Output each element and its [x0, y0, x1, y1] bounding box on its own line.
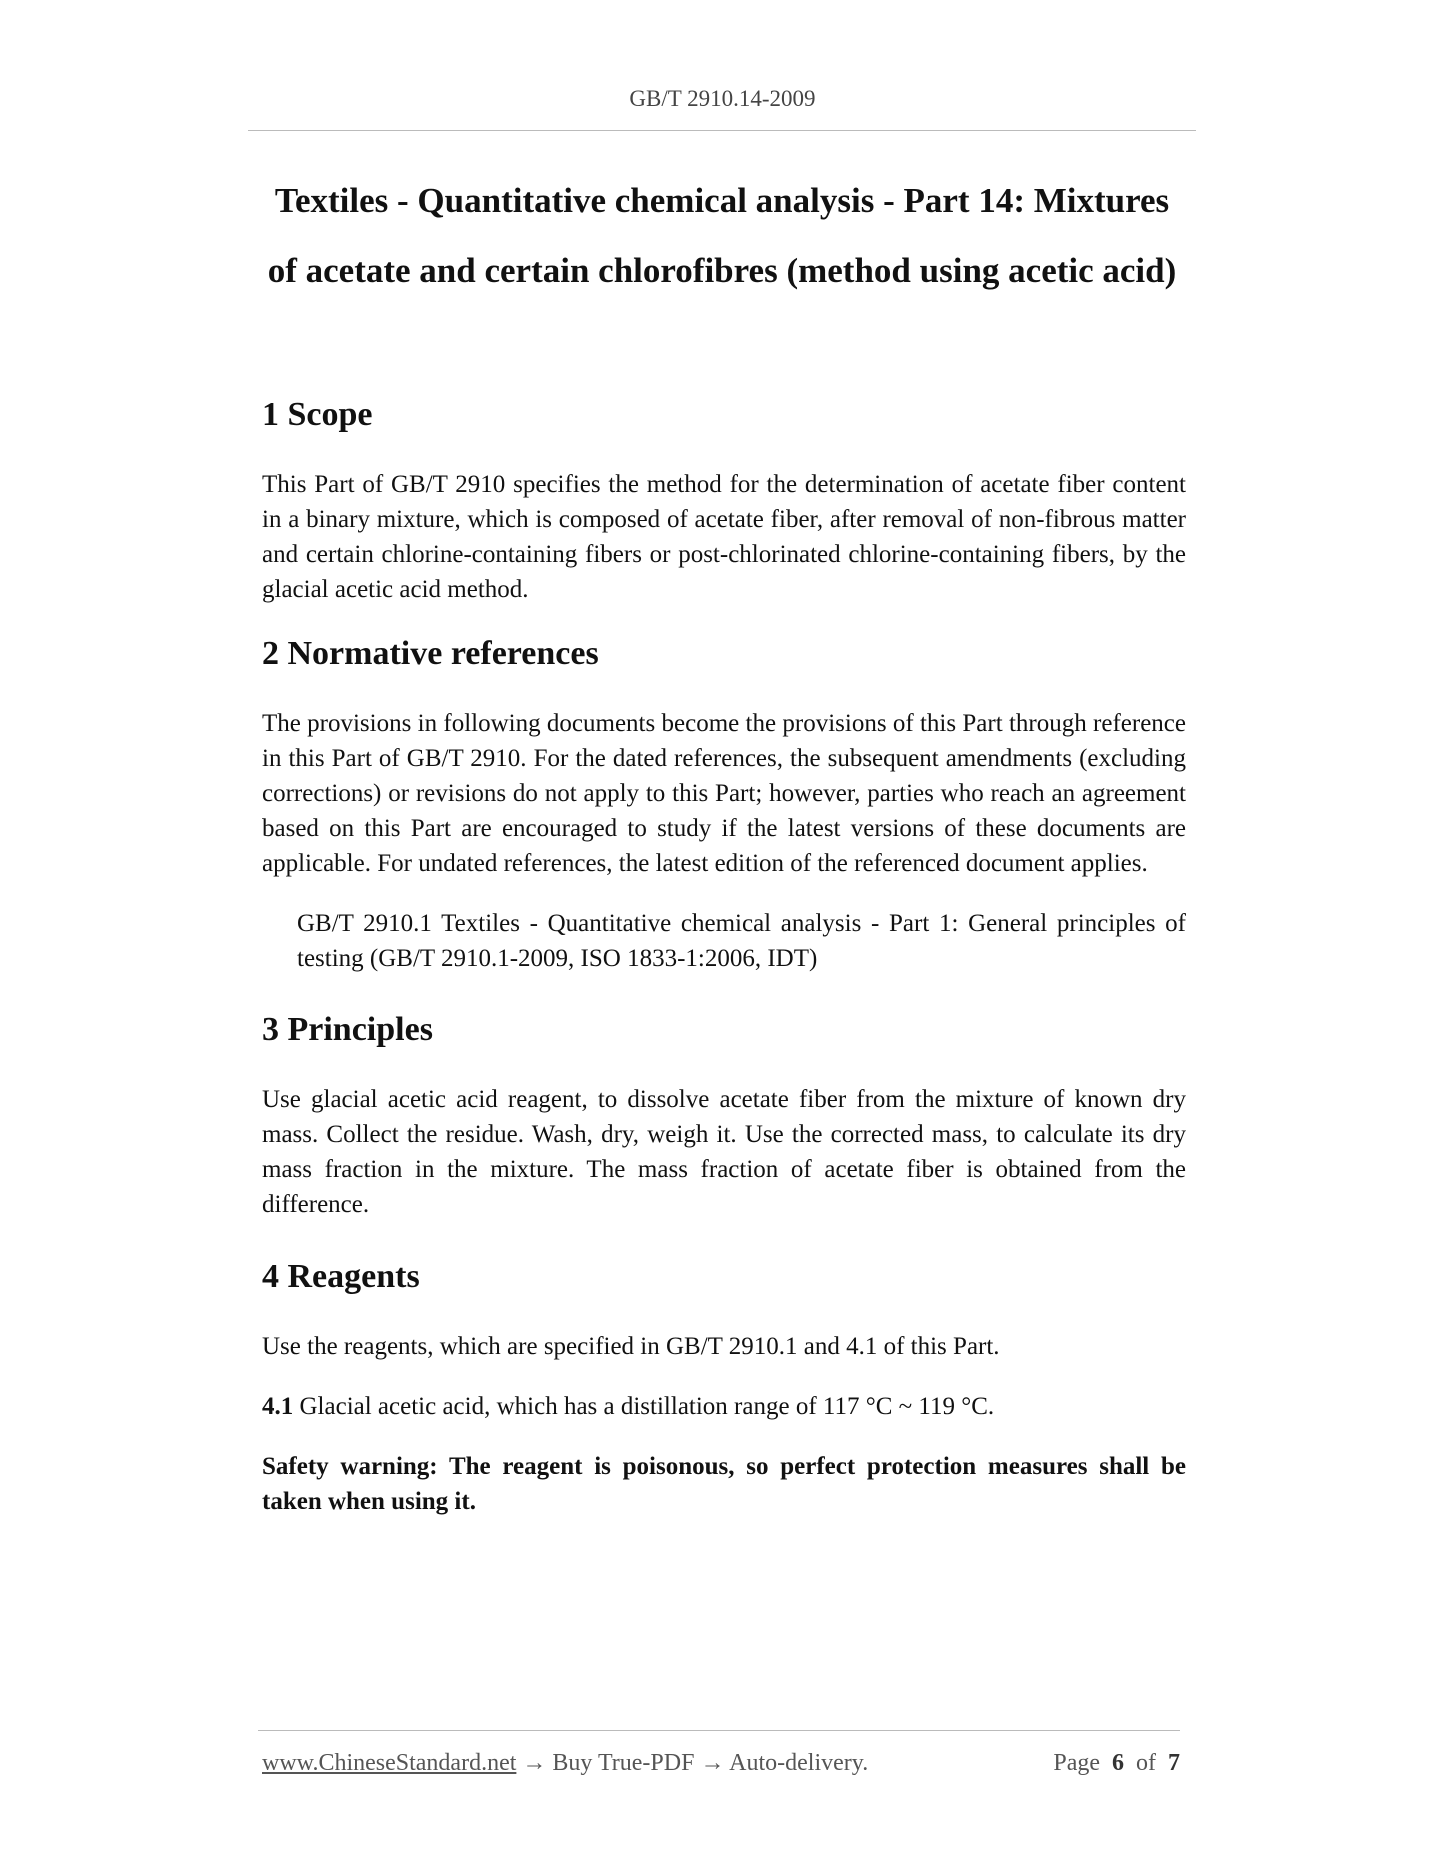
reference-item: GB/T 2910.1 Textiles - Quantitative chemical analysis - Part 1: General principles of testing (GB/T 2910.1-2009, ISO 1833-1:2006, IDT)	[297, 910, 1186, 972]
arrow-icon: →	[694, 1750, 730, 1776]
arrow-icon: →	[516, 1750, 553, 1776]
section-reagents	[262, 1257, 1186, 1519]
footer-divider	[258, 1730, 1180, 1731]
page-of: of	[1136, 1750, 1156, 1776]
reagent-item	[262, 1389, 1186, 1424]
item-number: 4.1	[262, 1393, 294, 1420]
item-text: Glacial acetic acid, which has a distillation range of 117 °C ~ 119 °C.	[293, 1393, 995, 1420]
document-body	[262, 395, 1186, 1544]
section-heading: 3 Principles	[262, 1011, 433, 1048]
title-line-2: of acetate and certain chlorofibres (method using acetic acid)	[267, 251, 1177, 290]
page-current: 6	[1112, 1750, 1124, 1776]
page-total: 7	[1168, 1750, 1180, 1776]
page-label: Page	[1053, 1750, 1100, 1776]
section-scope	[262, 395, 1186, 607]
footer-promo	[262, 1750, 868, 1776]
section-heading: 1 Scope	[262, 396, 373, 433]
section-principles	[262, 1010, 1186, 1222]
website-link[interactable]: www.ChineseStandard.net	[262, 1750, 517, 1776]
standard-code: GB/T 2910.14-2009	[629, 86, 816, 111]
delivery-text: Auto-delivery.	[729, 1750, 869, 1776]
section-paragraph: The provisions in following documents become the provisions of this Part through reference in this Part of GB/T 2910. For the dated references, the subsequent amendments (excluding corrections) or revisions do not apply to this Part; however, parties who reach an agreement based on this Part are encouraged to study if the latest versions of these documents are applicable. For undated references, the latest edition of the referenced document applies.	[262, 710, 1186, 877]
document-header	[0, 86, 1445, 112]
title-line-1: Textiles - Quantitative chemical analysis - Part 14: Mixtures	[274, 181, 1170, 220]
document-title	[250, 166, 1194, 306]
section-heading: 4 Reagents	[262, 1258, 420, 1295]
section-heading: 2 Normative references	[262, 635, 599, 672]
header-divider	[248, 130, 1196, 131]
safety-warning: Safety warning: The reagent is poisonous, so perfect protection measures shall be taken when using it.	[262, 1453, 1186, 1515]
section-paragraph: This Part of GB/T 2910 specifies the method for the determination of acetate fiber content in a binary mixture, which is composed of acetate fiber, after removal of non-fibrous matter and certain chlorine-containing fibers or post-chlorinated chlorine-containing fibers, by the glacial acetic acid method.	[262, 471, 1186, 603]
buy-text: Buy True-PDF	[552, 1750, 695, 1776]
section-normative-references	[262, 634, 1186, 976]
section-paragraph: Use the reagents, which are specified in GB/T 2910.1 and 4.1 of this Part.	[262, 1333, 1000, 1360]
section-paragraph: Use glacial acetic acid reagent, to dissolve acetate fiber from the mixture of known dry mass. Collect the residue. Wash, dry, weigh it. Use the corrected mass, to calculate its dry mass fraction in the mixture. The mass fraction of acetate fiber is obtained from the difference.	[262, 1086, 1186, 1218]
page-number	[1053, 1750, 1180, 1777]
document-footer	[262, 1750, 1180, 1777]
